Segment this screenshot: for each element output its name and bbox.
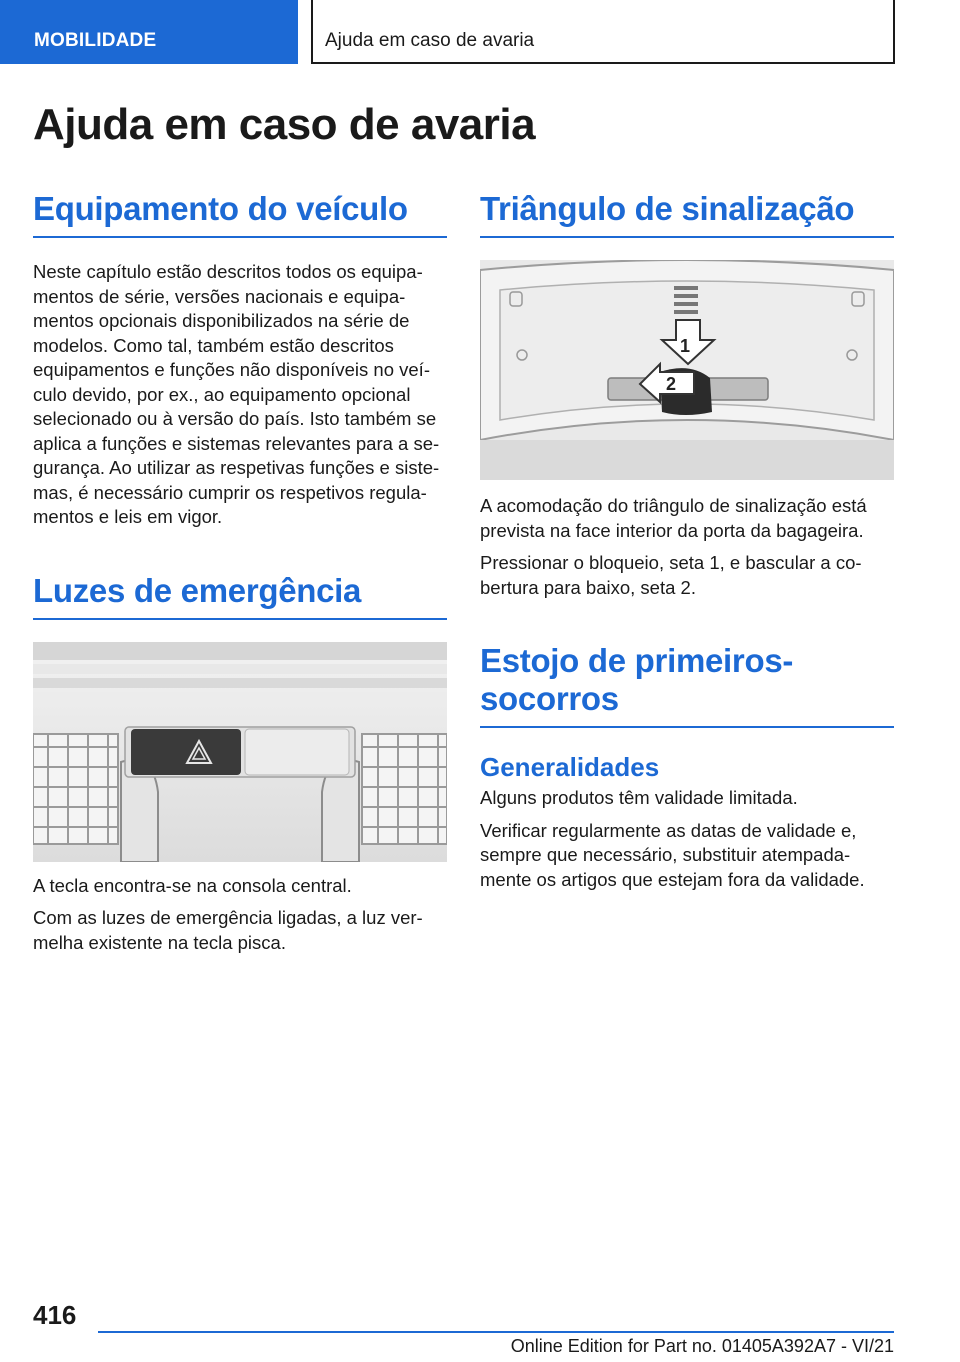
warning-triangle-heading: Triângulo de sinalização — [480, 190, 894, 238]
text-line: melha existente na tecla pisca. — [33, 931, 286, 953]
edition-text: Online Edition for Part no. 01405A392A7 - VI/21 — [510, 1336, 894, 1356]
arrow-label-2: 2 — [666, 374, 677, 394]
text-line: Verificar regularmente as datas de validade e, — [480, 819, 857, 841]
text-line: A acomodação do triângulo de sinalização está — [480, 495, 867, 516]
text-line: gurança. Ao utilizar as respetivas funções e siste- — [33, 457, 440, 478]
hazard-caption: A tecla encontra-se na consola central. — [33, 874, 352, 896]
text-line: Com as luzes de emergência ligadas, a luz ver- — [33, 907, 423, 928]
hazard-lights-heading: Luzes de emergência — [33, 572, 447, 620]
right-column — [480, 190, 894, 892]
text-line: culo devido, por ex., ao equipamento opcional — [33, 383, 411, 405]
warning-triangle-image — [480, 260, 894, 480]
first-aid-paragraph-1: Alguns produtos têm validade limitada. — [480, 787, 798, 808]
text-line: Neste capítulo estão descritos todos os equipa- — [33, 261, 423, 282]
text-line: sempre que necessário, substituir atempada- — [480, 844, 851, 865]
footer-divider — [98, 1331, 894, 1333]
text-line: mentos e leis em vigor. — [33, 506, 223, 527]
text-line: mente os artigos que estejam fora da validade. — [480, 868, 865, 890]
generalities-subheading: Generalidades — [480, 752, 660, 782]
first-aid-heading — [480, 642, 894, 728]
page-title: Ajuda em caso de avaria — [33, 100, 536, 149]
text-line: aplica a funções e sistemas relevantes para a se- — [33, 432, 440, 454]
left-column — [33, 190, 447, 955]
heading-line: socorros — [480, 680, 619, 717]
text-line: mentos de série, versões nacionais e equipa- — [33, 285, 406, 307]
equipment-paragraph — [33, 260, 447, 530]
text-line: modelos. Como tal, também estão descritos — [33, 334, 394, 356]
header-chapter-title: Ajuda em caso de avaria — [311, 0, 895, 64]
text-line: bertura para baixo, seta 2. — [480, 576, 696, 598]
header-section-tab: MOBILIDADE — [0, 0, 298, 64]
heading-line: Estojo de primeiros- — [480, 642, 794, 679]
arrow-label-1: 1 — [680, 336, 691, 356]
text-line: selecionado ou à versão do país. Isto também se — [33, 408, 437, 429]
hazard-console-image — [33, 642, 447, 862]
text-line: mas, é necessário cumprir os respetivos regula- — [33, 481, 427, 503]
equipment-heading: Equipamento do veículo — [33, 190, 447, 238]
text-line: equipamentos e funções não disponíveis no veí- — [33, 359, 430, 380]
text-line: Pressionar o bloqueio, seta 1, e bascular a co- — [480, 552, 862, 573]
text-line: prevista na face interior da porta da bagageira. — [480, 519, 864, 541]
text-line: mentos opcionais disponibilizados na série de — [33, 310, 410, 331]
page-number: 416 — [33, 1300, 77, 1330]
